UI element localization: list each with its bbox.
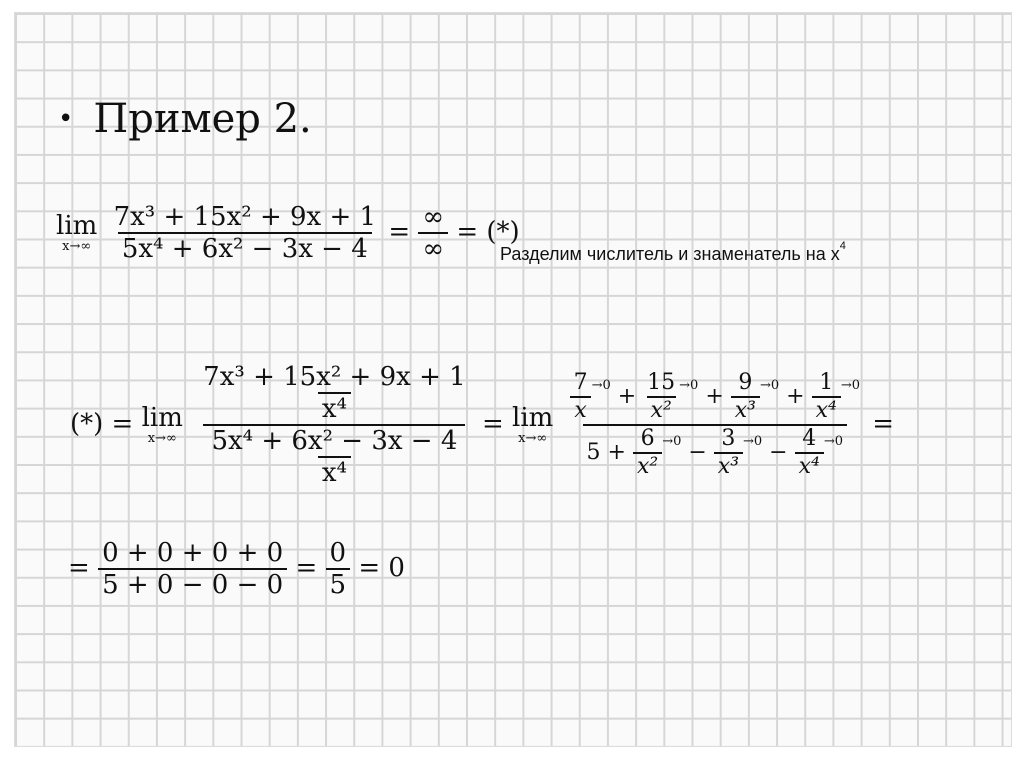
fraction-inf-over-inf: $\frac{\infty}{\infty}$ [418, 204, 448, 262]
compound-fraction: $\frac{\frac{\text{7x³ + 15x² + 9x + 1}}{\text{x⁴}}}{\frac{\text{5x⁴ + 6x² − 3x − 4}}{\text{x⁴}}}$ [203, 362, 466, 488]
formula-divided: (*) = lim x→∞ $\frac{\frac{\text{7x³ + 15x² + 9x + 1}}{\text{x⁴}}}{\frac{\text{5x⁴ + 6x² − 3x − 4}}{\text{x⁴}}}$ = lim x→∞ $\frac{7}{x}$ $^{\to 0}$ + $\frac{15}{\text{x²}}$ $^{\to 0}$ + $\frac{9}{\text{x³}}$ $^{\to 0}$ + $\frac{1}{\text{x⁴}}$ $^{\to 0}$ 5 + $\frac{6}{\text{x²}}$ $^{\to 0}$ − $\frac{3}{\text{x³}}$ $^{\to 0}$ − $\frac{4}{\text{x⁴}}$ $^{\to 0}$ = [70, 362, 895, 488]
fraction-original: $\frac{\text{7x³ + 15x² + 9x + 1}}{\text{5x⁴ + 6x² − 3x − 4}}$ [113, 202, 377, 264]
hint-note: Разделим числитель и знаменатель на $x^4$ [500, 240, 846, 264]
title-text: Пример 2. [93, 96, 312, 142]
lim-operator: lim x→∞ [56, 211, 98, 254]
formula-result: = $\frac{0 + 0 + 0 + 0}{5 + 0 - 0 - 0}$ = $\frac{0}{5}$ = 0 [68, 538, 405, 600]
formula-limit-problem: lim x→∞ $\frac{\text{7x³ + 15x² + 9x + 1}}{\text{5x⁴ + 6x² − 3x − 4}}$ = $\frac{\infty}{\infty}$ = (*) [56, 202, 520, 264]
fraction-zeros: $\frac{0 + 0 + 0 + 0}{5 + 0 - 0 - 0}$ [98, 540, 287, 598]
slide-bottom-edge [0, 751, 1024, 767]
termwise-fraction: $\frac{7}{x}$ $^{\to 0}$ + $\frac{15}{\text{x²}}$ $^{\to 0}$ + $\frac{9}{\text{x³}}$ $^{\to 0}$ + $\frac{1}{\text{x⁴}}$ $^{\to 0}$ 5 + $\frac{6}{\text{x²}}$ $^{\to 0}$ − $\frac{3}{\text{x³}}$ $^{\to 0}$ − $\frac{4}{\text{x⁴}}$ $^{\to 0}$ [566, 372, 864, 478]
lim-operator: lim x→∞ [141, 403, 183, 446]
bullet-icon: • [58, 104, 74, 134]
fraction-zero-over-five: $\frac{0}{5}$ [326, 540, 351, 598]
lim-operator: lim x→∞ [512, 403, 554, 446]
slide-title [58, 96, 312, 142]
